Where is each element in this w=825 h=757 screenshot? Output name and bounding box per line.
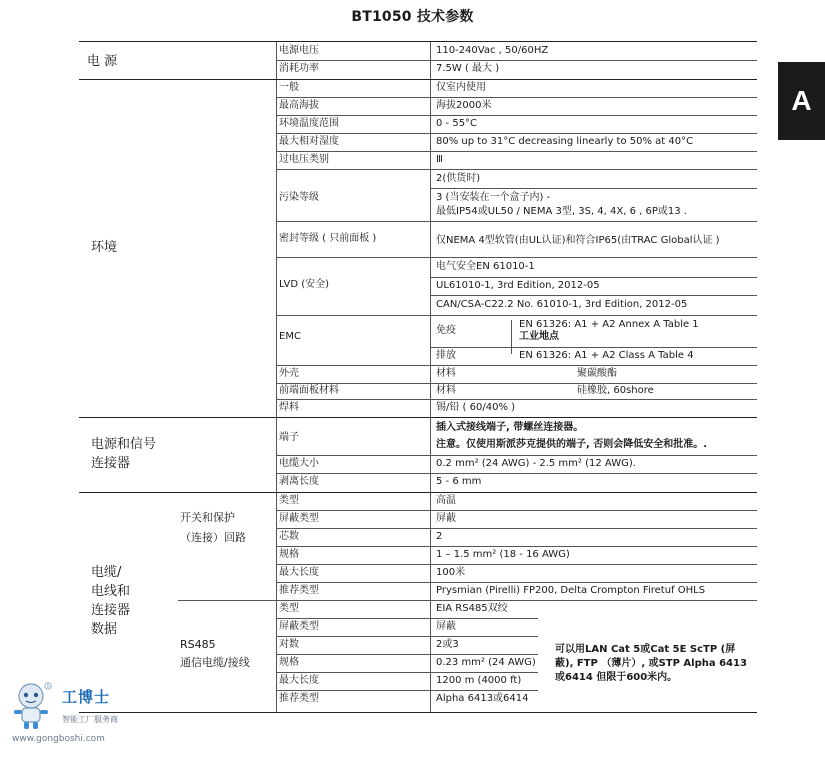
category-cables-line3: 连接器 [91, 603, 131, 618]
param-label: 对数 [279, 639, 299, 650]
param-value: 1200 m (4000 ft) [436, 675, 522, 686]
param-label: 焊料 [279, 402, 299, 413]
subcategory-rs485-line2: 通信电缆/接线 [180, 656, 250, 669]
param-value: 2(供货时) [436, 173, 481, 184]
param-label: 类型 [279, 603, 299, 614]
rs485-note-line3: 或6414 但限于600米内。 [555, 672, 678, 683]
param-value: 插入式接线端子, 带螺丝连接器。 [436, 422, 584, 433]
row-line [276, 97, 757, 98]
param-label: 消耗功率 [279, 63, 319, 74]
subcategory-switch-line1: 开关和保护 [180, 511, 235, 524]
param-value: 100米 [436, 567, 466, 578]
section-line [79, 417, 757, 418]
row-line [276, 510, 757, 511]
row-line [276, 383, 757, 384]
row-line [276, 221, 757, 222]
row-line [276, 315, 757, 316]
param-label: 屏蔽类型 [279, 621, 319, 632]
row-line [276, 473, 757, 474]
param-value: 最低IP54或UL50 / NEMA 3型, 3S, 4, 4X, 6 , 6P或13 . [436, 206, 687, 217]
section-tab-marker: A [778, 62, 825, 140]
col-divider-param [276, 42, 277, 712]
row-line [430, 277, 757, 278]
param-subkey: 材料 [436, 368, 456, 379]
param-label: 剥离长度 [279, 476, 319, 487]
row-line [276, 455, 757, 456]
param-value: EN 61326: A1 + A2 Annex A Table 1 [519, 319, 699, 330]
row-line [276, 115, 757, 116]
category-connectors-line1: 电源和信号 [91, 437, 157, 452]
watermark-tagline: 智能工厂服务商 [62, 715, 118, 724]
svg-text:R: R [46, 685, 50, 690]
param-value: 高温 [436, 495, 456, 506]
param-label: 端子 [279, 432, 299, 443]
param-value: 7.5W ( 最大 ) [436, 63, 500, 74]
param-subkey: 免疫 [436, 325, 456, 336]
param-label: 推荐类型 [279, 693, 319, 704]
row-line [276, 169, 757, 170]
param-value: 1 – 1.5 mm² (18 - 16 AWG) [436, 549, 570, 560]
watermark-url: www.gongboshi.com [12, 734, 105, 744]
param-label: 最高海拔 [279, 100, 319, 111]
param-label: 推荐类型 [279, 585, 319, 596]
param-value: 硅橡胶, 60shore [577, 385, 654, 396]
param-label: 芯数 [279, 531, 299, 542]
param-label: 电源电压 [279, 45, 319, 56]
rs485-note-line2: 蔽), FTP （薄片）, 或STP Alpha 6413 [555, 658, 747, 669]
param-label: 规格 [279, 657, 299, 668]
param-value: 3 (当安装在一个盒子内) - [436, 192, 551, 203]
row-line [430, 347, 757, 348]
category-cables-line1: 电缆/ [91, 565, 122, 580]
param-label: 规格 [279, 549, 299, 560]
param-value: 2 [436, 531, 443, 542]
param-label: 环境温度范围 [279, 118, 339, 129]
param-label: EMC [279, 331, 301, 342]
param-value: 2或3 [436, 639, 459, 650]
param-value: 聚碳酸酯 [577, 368, 617, 379]
subcategory-switch-line2: （连接）回路 [180, 531, 246, 544]
category-environment: 环境 [91, 240, 118, 255]
param-value: 电气安全EN 61010-1 [436, 261, 535, 272]
param-subkey: 排放 [436, 350, 456, 361]
param-value: Prysmian (Pirelli) FP200, Delta Crompton Firetuf OHLS [436, 585, 706, 596]
param-subkey: 材料 [436, 385, 456, 396]
param-label: 最大长度 [279, 567, 319, 578]
param-label: 电缆大小 [279, 458, 319, 469]
row-line [276, 257, 757, 258]
category-cables-line4: 数据 [91, 622, 118, 637]
param-value: 注意。仅使用斯派莎克提供的端子, 否则会降低安全和批准。. [436, 439, 708, 450]
category-cables-line2: 电线和 [91, 584, 131, 599]
param-value: EN 61326: A1 + A2 Class A Table 4 [519, 350, 694, 361]
param-value: 屏蔽 [436, 621, 456, 632]
param-value: EIA RS485双绞 [436, 603, 508, 614]
subcategory-rs485-line1: RS485 [180, 638, 216, 651]
robot-mascot-icon [10, 680, 56, 732]
subsection-line [178, 600, 757, 601]
category-connectors-line2: 连接器 [91, 456, 131, 471]
param-label: 屏蔽类型 [279, 513, 319, 524]
param-value: 工业地点 [519, 331, 559, 342]
param-label: 最大相对湿度 [279, 136, 339, 147]
param-value: UL61010-1, 3rd Edition, 2012-05 [436, 280, 600, 291]
param-label: 最大长度 [279, 675, 319, 686]
rs485-note-line1: 可以用LAN Cat 5或Cat 5E ScTP (屏 [555, 644, 736, 655]
section-line [79, 492, 757, 493]
emc-subcol-divider [511, 320, 512, 354]
param-value: 锡/铅 ( 60/40% ) [436, 402, 516, 413]
row-line [276, 365, 757, 366]
param-value: 0.23 mm² (24 AWG) [436, 657, 536, 668]
page-title: BT1050 技术参数 [351, 9, 474, 25]
row-line [276, 618, 538, 619]
row-line [276, 60, 757, 61]
row-line [430, 188, 757, 189]
param-value: 仅室内使用 [436, 82, 486, 93]
param-label: LVD (安全) [279, 279, 329, 290]
section-line [79, 79, 757, 80]
param-value: Alpha 6413或6414 [436, 693, 529, 704]
param-value: 110-240Vac , 50/60HZ [436, 45, 549, 56]
param-label: 一般 [279, 82, 299, 93]
row-line [276, 654, 538, 655]
col-divider-value [430, 42, 431, 712]
param-value: 80% up to 31°C decreasing linearly to 50% at 40°C [436, 136, 694, 147]
row-line [276, 690, 538, 691]
param-value: 海拔2000米 [436, 100, 492, 111]
param-label: 前端面板材料 [279, 385, 339, 396]
row-line [276, 636, 538, 637]
param-value: 屏蔽 [436, 513, 456, 524]
row-line [276, 582, 757, 583]
row-line [276, 528, 757, 529]
row-line [276, 546, 757, 547]
row-line [276, 672, 538, 673]
param-value: Ⅲ [436, 154, 443, 165]
watermark-brand: 工博士 [62, 688, 111, 706]
row-line [276, 399, 757, 400]
param-value: 仅NEMA 4型软管(由UL认证)和符合IP65(由TRAC Global认证 ) [436, 235, 720, 246]
row-line [276, 151, 757, 152]
spec-table [79, 41, 757, 713]
row-line [430, 295, 757, 296]
param-value: 0.2 mm² (24 AWG) - 2.5 mm² (12 AWG). [436, 458, 636, 469]
param-label: 外壳 [279, 368, 299, 379]
row-line [276, 564, 757, 565]
param-label: 密封等级 ( 只前面板 ) [279, 233, 377, 244]
param-value: 0 - 55°C [436, 118, 478, 129]
param-label: 过电压类别 [279, 154, 329, 165]
param-label: 类型 [279, 495, 299, 506]
param-label: 污染等级 [279, 192, 319, 203]
param-value: CAN/CSA-C22.2 No. 61010-1, 3rd Edition, 2012-05 [436, 299, 688, 310]
category-power: 电 源 [87, 54, 118, 69]
row-line [276, 133, 757, 134]
watermark-logo [8, 680, 148, 750]
param-value: 5 - 6 mm [436, 476, 482, 487]
